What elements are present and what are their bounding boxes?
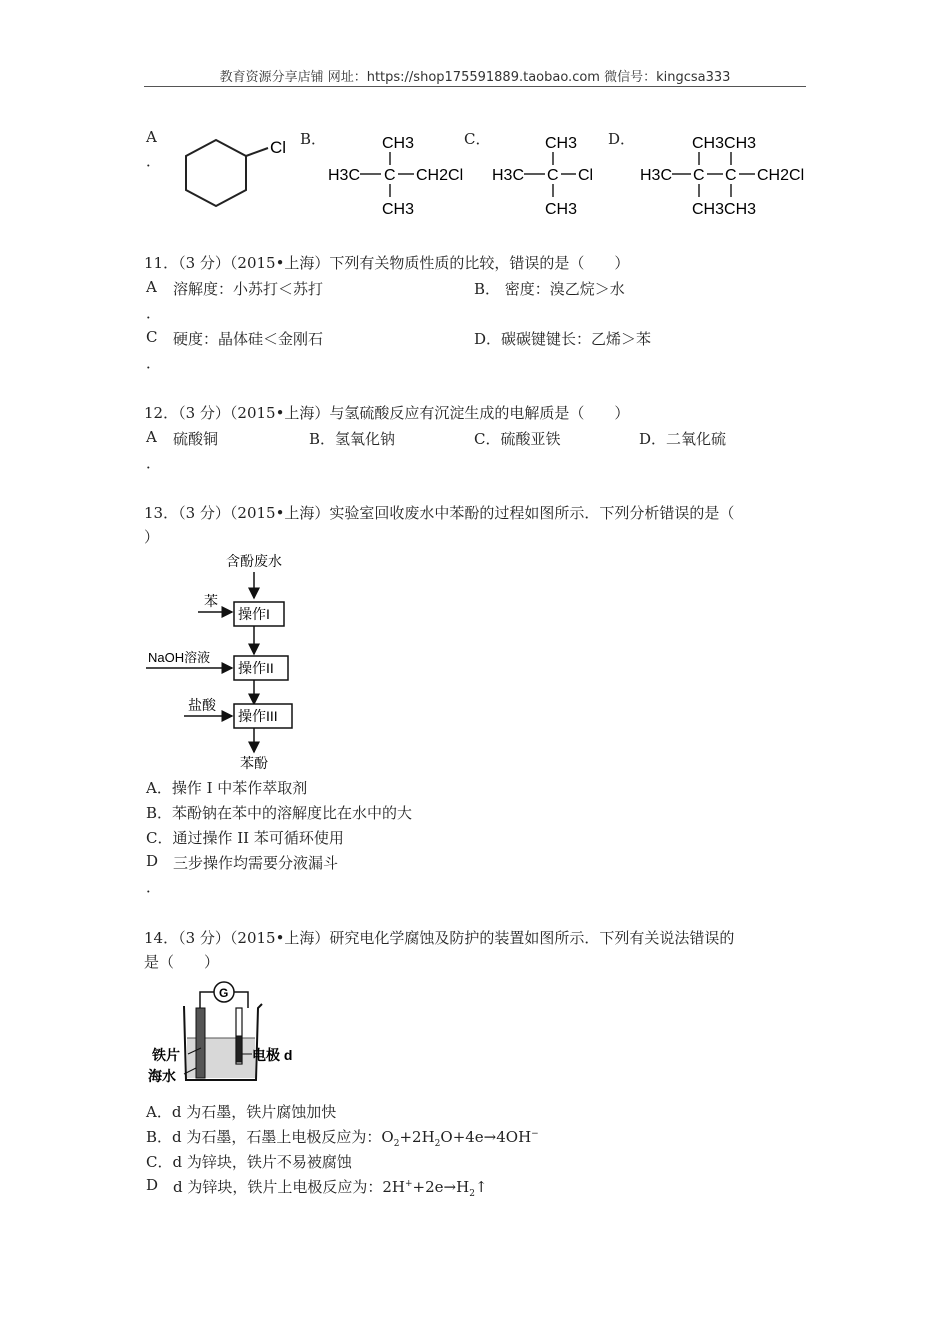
q14-option-d-text: d 为锌块，铁片上电极反应为： [173,1178,383,1196]
q13-stem-line2: ） [144,528,160,546]
q14-option-d [173,1176,488,1199]
q14-stem-line1: 14．（3 分）（2015•上海）研究电化学腐蚀及防护的装置如图所示．下列有关说法错误的 [144,929,735,947]
q11-option-b: B． 密度：溴乙烷＞水 [474,280,625,298]
q11-a-dot: ． [146,304,162,322]
q11-c-dot: ． [146,354,162,372]
q10-option-a-dot: ． [146,152,162,170]
structure-b-c: C [384,167,396,184]
q13-option-a: A．操作 I 中苯作萃取剂 [146,779,308,797]
q11-option-d: D．碳碳键键长：乙烯＞苯 [474,330,652,348]
structure-d-c2: C [725,167,737,184]
q10-option-c-label: C． [464,130,491,148]
q13-op1: 操作I [238,606,270,622]
q13-stem-line1: 13．（3 分）（2015•上海）实验室回收废水中苯酚的过程如图所示．下列分析错误的是（ [144,504,735,522]
structure-c-left: H3C [492,167,525,184]
structure-a-chlorocyclohexane [176,130,306,220]
structure-b-top: CH3 [382,135,415,152]
seawater-label: 海水 [148,1068,176,1084]
structure-d [638,130,810,220]
q13-reagent3: 盐酸 [188,697,216,713]
q14-electrochem-apparatus [144,978,304,1090]
q14-option-d-label: D [146,1176,159,1194]
structure-c-bottom: CH3 [545,201,578,218]
q12-stem: 12．（3 分）（2015•上海）与氢硫酸反应有沉淀生成的电解质是（ ） [144,404,630,422]
structure-b [326,130,471,220]
q12-option-d: D．二氧化硫 [639,430,727,448]
q11-option-a-label: A [146,278,157,296]
q12-option-c: C．硫酸亚铁 [474,430,561,448]
iron-plate [196,1008,205,1078]
q14-stem-line2: 是（ ） [144,953,220,971]
q10-option-a-label: A [146,128,157,146]
q11-option-a: 溶解度：小苏打＜苏打 [173,280,324,298]
q13-output-label: 苯酚 [240,755,268,771]
q14-option-b-text: B．d 为石墨，石墨上电极反应为： [146,1128,382,1146]
q13-reagent1: 苯 [204,593,218,609]
q13-option-d-label: D [146,852,159,870]
q13-op3: 操作III [238,708,278,724]
structure-c-c: C [547,167,559,184]
q11-option-c-label: C [146,328,158,346]
q14-option-c: C．d 为锌块，铁片不易被腐蚀 [146,1153,352,1171]
q10-option-b-label: B． [300,130,327,148]
q14-option-a: A．d 为石墨，铁片腐蚀加快 [146,1103,337,1121]
structure-a-cl: Cl [270,138,287,157]
q13-reagent2: NaOH溶液 [148,650,211,665]
q12-a-dot: ． [146,454,162,472]
q13-op2: 操作II [238,660,274,676]
q13-input-label: 含酚废水 [226,553,282,569]
structure-b-right: CH2Cl [416,167,464,184]
structure-d-right: CH2Cl [757,167,805,184]
q14-option-b [146,1126,539,1149]
q14-option-b-equation: $O_2+2H_2O+4e\to 4OH^-$ [381,1128,539,1149]
electrode-d [236,1036,242,1062]
q14-option-d-equation: $2H^++2e\to H_2↑$ [382,1178,488,1199]
structure-d-left: H3C [640,167,673,184]
q13-option-b: B．苯酚钠在苯中的溶解度比在水中的大 [146,804,413,822]
structure-c [490,130,600,220]
q12-option-a: 硫酸铜 [173,430,219,448]
q13-option-c: C．通过操作 II 苯可循环使用 [146,829,344,847]
page-header: 教育资源分享店铺 网址：https://shop175591889.taobao.com 微信号：kingcsa333 [219,70,731,85]
galvanometer-label: G [219,986,229,1000]
q11-option-c: 硬度：晶体硅＜金刚石 [173,330,324,348]
structure-d-top: CH3CH3 [692,135,757,152]
header-divider [144,86,806,87]
structure-d-bottom: CH3CH3 [692,201,757,218]
structure-d-c1: C [693,167,705,184]
q13-flow-diagram [144,548,314,774]
q12-option-b: B．氢氧化钠 [309,430,396,448]
structure-b-left: H3C [328,167,361,184]
electrode-d-label: 电极 d [252,1047,293,1063]
q13-d-dot: ． [146,878,162,896]
q11-stem: 11．（3 分）（2015•上海）下列有关物质性质的比较，错误的是（ ） [144,254,630,272]
structure-c-right: Cl [578,167,594,184]
q12-option-a-label: A [146,428,157,446]
iron-plate-label: 铁片 [152,1047,180,1063]
q10-option-d-label: D． [608,130,636,148]
q13-option-d: 三步操作均需要分液漏斗 [173,854,339,872]
structure-b-bottom: CH3 [382,201,415,218]
structure-c-top: CH3 [545,135,578,152]
